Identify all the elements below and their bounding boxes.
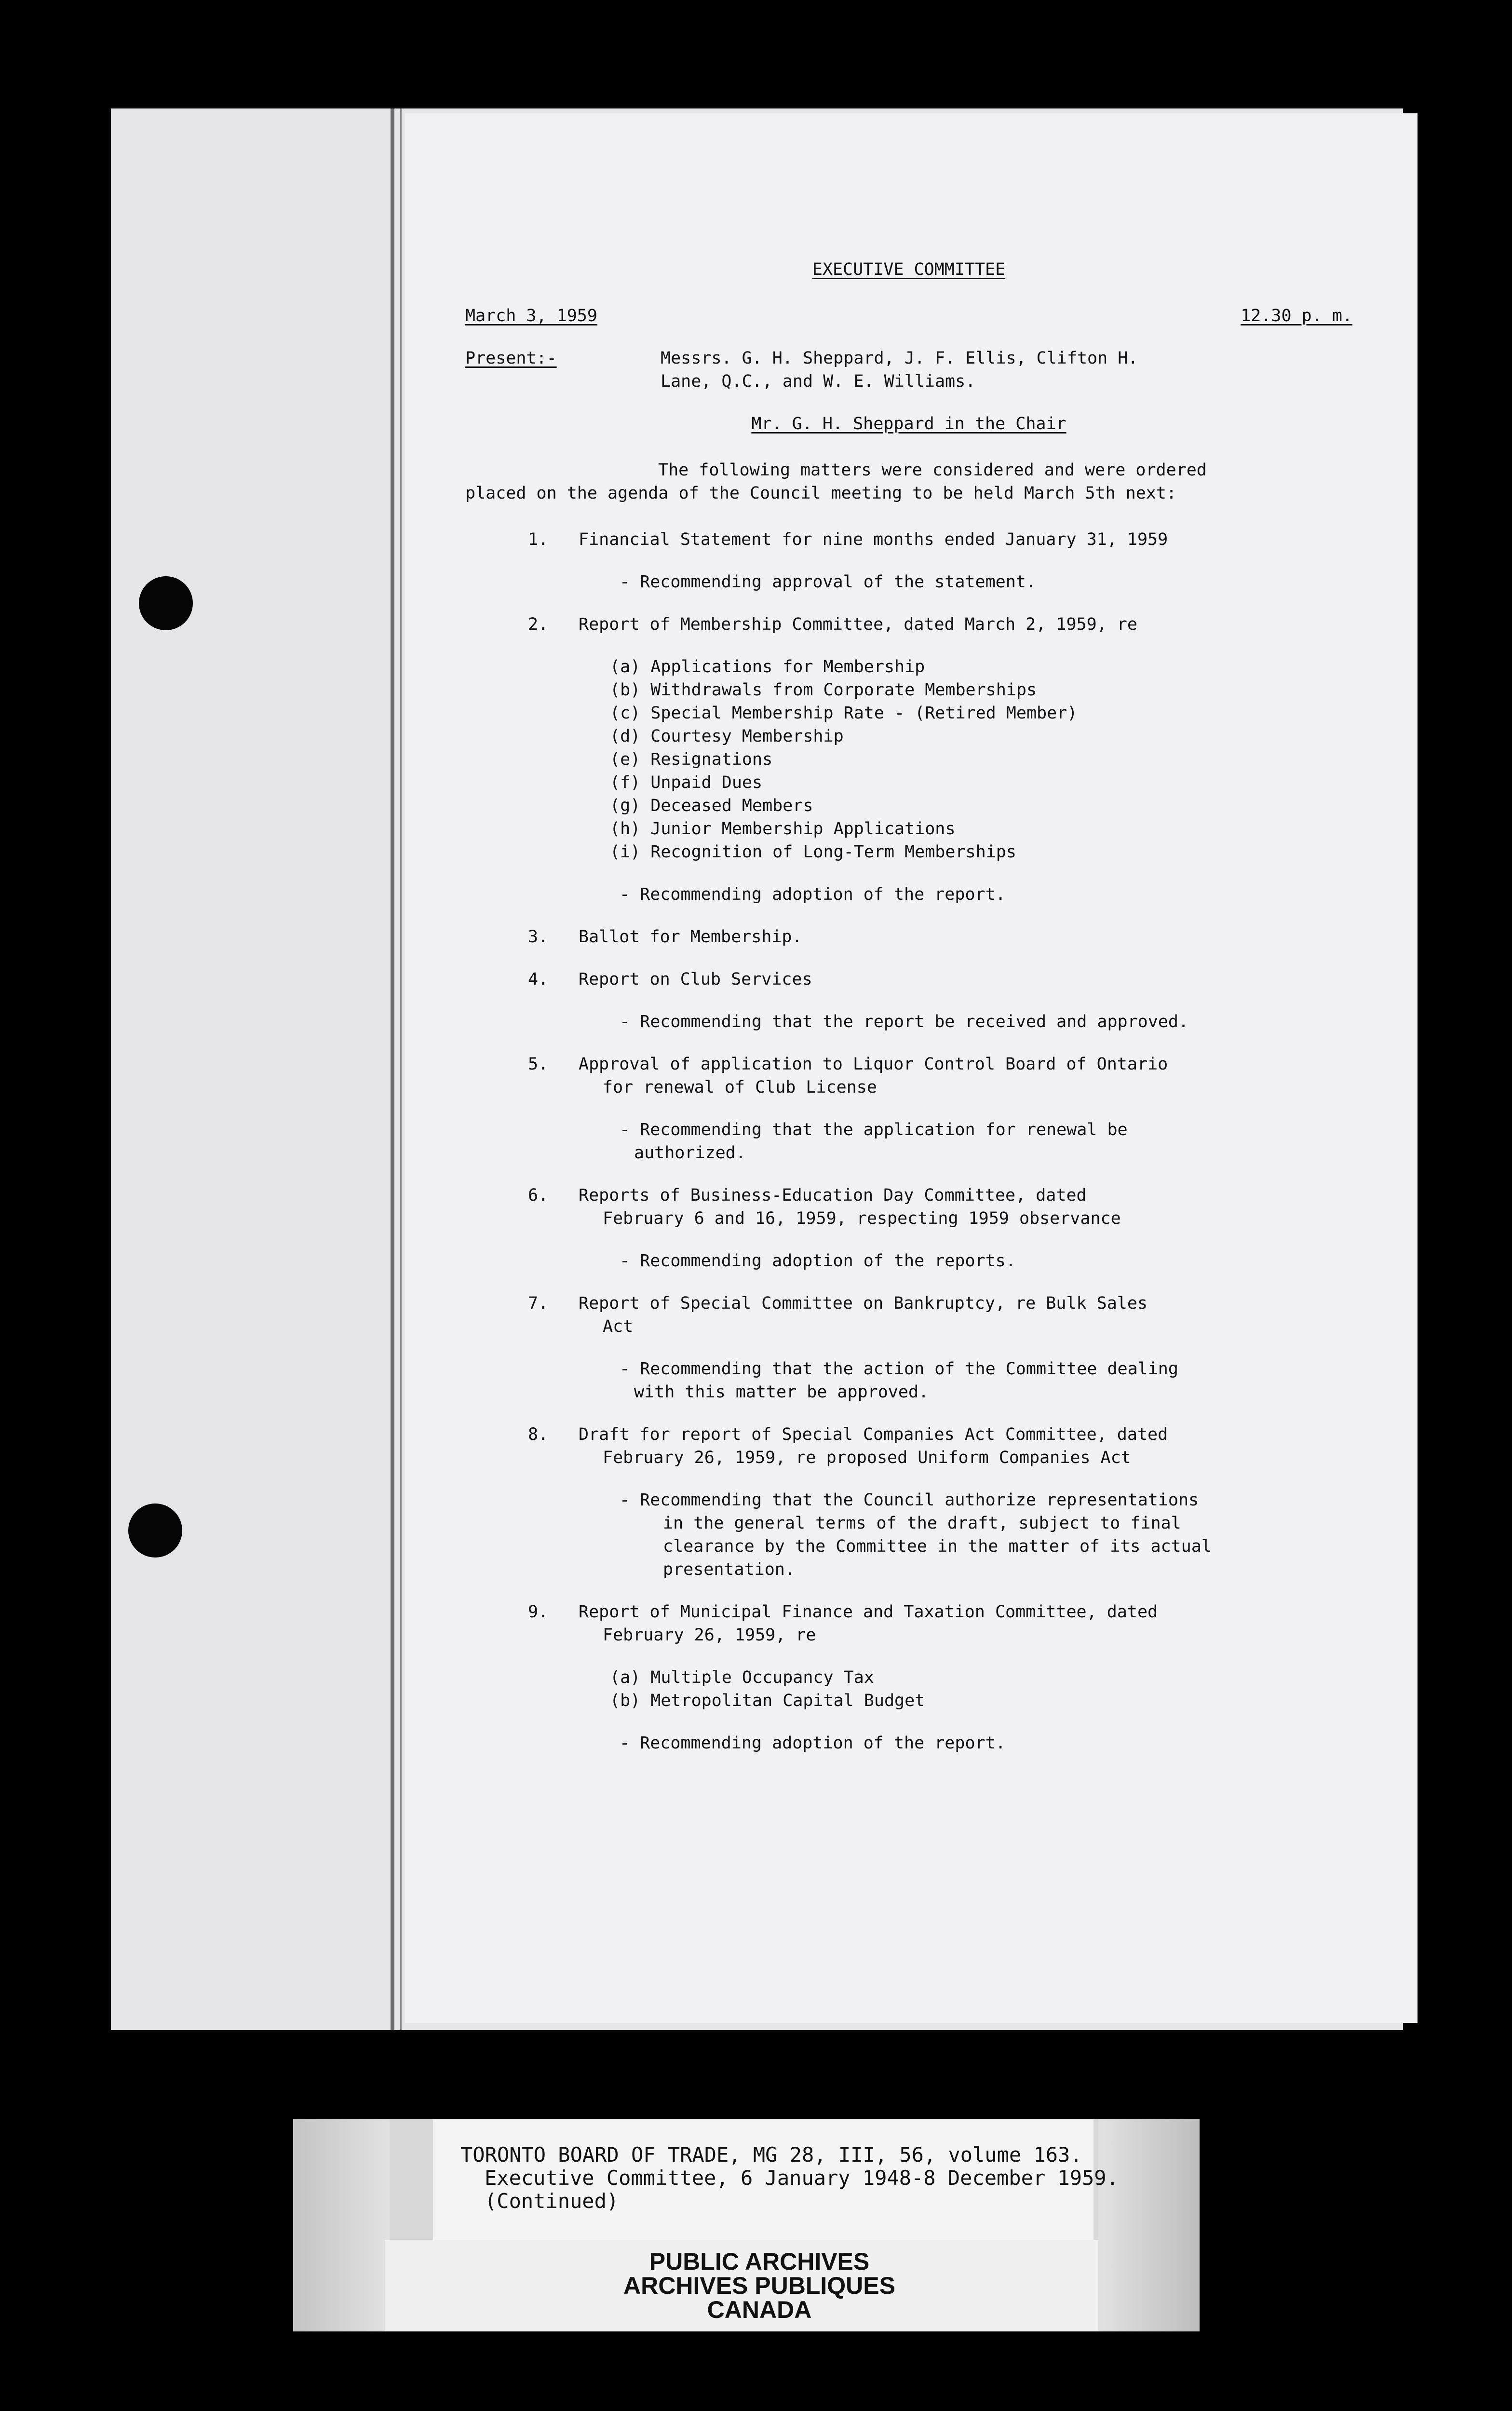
agenda-item-9 [465, 1600, 1352, 1624]
item-number: 3. [528, 927, 549, 947]
item-text: Approval of application to Liquor Control Board of Ontario [579, 1055, 1168, 1074]
chair-line: Mr. G. H. Sheppard in the Chair [751, 414, 1066, 433]
item-text-continued: February 6 and 16, 1959, respecting 1959 observance [603, 1209, 1121, 1228]
reference-line-3: (Continued) [485, 2189, 619, 2213]
item-text: Reports of Business-Education Day Committee, dated [579, 1186, 1087, 1205]
item-recommendation: - Recommending adoption of the report. [620, 885, 1006, 904]
sub-item: (f) Unpaid Dues [610, 773, 763, 792]
document-title: EXECUTIVE COMMITTEE [812, 260, 1006, 279]
item-number: 7. [528, 1294, 549, 1313]
item-recommendation: - Recommending that the Council authorize representations [620, 1490, 1199, 1510]
item-recommendation: - Recommending that the report be received and approved. [620, 1012, 1189, 1031]
minutes-document [465, 258, 1352, 1755]
stamp-line-1: PUBLIC ARCHIVES [649, 2248, 870, 2275]
sub-item: (b) Metropolitan Capital Budget [610, 1691, 925, 1710]
sub-item: (e) Resignations [610, 750, 773, 769]
sub-item: (c) Special Membership Rate - (Retired Member) [610, 704, 1078, 723]
punch-hole-bottom [128, 1503, 182, 1558]
date-row [465, 304, 1352, 327]
item-recommendation: - Recommending that the action of the Committee dealing [620, 1359, 1178, 1379]
reference-line-1: TORONTO BOARD OF TRADE, MG 28, III, 56, volume 163. [460, 2143, 1082, 2167]
agenda-item-1 [465, 528, 1352, 551]
meeting-date: March 3, 1959 [465, 306, 597, 325]
agenda-item-6 [465, 1184, 1352, 1207]
item-recommendation: - Recommending adoption of the report. [620, 1734, 1006, 1753]
label-edge-left [293, 2119, 390, 2331]
item-number: 6. [528, 1186, 549, 1205]
punch-hole-top [139, 576, 193, 630]
agenda-item-8 [465, 1423, 1352, 1446]
present-label: Present:- [465, 349, 557, 368]
margin-rule [391, 108, 394, 2030]
item-recommendation: - Recommending approval of the statement. [620, 572, 1036, 592]
sub-item: (i) Recognition of Long-Term Memberships [610, 842, 1016, 862]
intro-line-2: placed on the agenda of the Council meeting to be held March 5th next: [465, 484, 1177, 503]
archive-reference [460, 2143, 1119, 2213]
item-text-continued: February 26, 1959, re [603, 1625, 816, 1645]
sub-item: (d) Courtesy Membership [610, 727, 844, 746]
item-number: 5. [528, 1055, 549, 1074]
item-text-continued: for renewal of Club License [603, 1078, 877, 1097]
agenda-item-3 [465, 925, 1352, 948]
item-number: 9. [528, 1602, 549, 1622]
item-text: Report of Membership Committee, dated March 2, 1959, re [579, 615, 1137, 634]
stamp-line-2: ARCHIVES PUBLIQUES [623, 2272, 895, 2299]
reference-line-2: Executive Committee, 6 January 1948-8 December 1959. [485, 2166, 1119, 2190]
sub-item: (a) Applications for Membership [610, 657, 925, 677]
meeting-time: 12.30 p. m. [1241, 306, 1352, 325]
item-recommendation-continued: clearance by the Committee in the matter of its actual [663, 1537, 1212, 1556]
present-line-2: Lane, Q.C., and W. E. Williams. [661, 372, 976, 391]
item-recommendation-continued: authorized. [634, 1143, 746, 1163]
item-text-continued: February 26, 1959, re proposed Uniform Companies Act [603, 1448, 1131, 1467]
present-row [465, 347, 1352, 370]
present-line-1: Messrs. G. H. Sheppard, J. F. Ellis, Clifton H. [661, 349, 1138, 368]
intro-line-1: The following matters were considered and were ordered [658, 461, 1207, 480]
sub-item: (b) Withdrawals from Corporate Memberships [610, 680, 1037, 700]
agenda-item-4 [465, 968, 1352, 991]
margin-rule-inner [400, 108, 402, 2030]
item-recommendation-continued: in the general terms of the draft, subject to final [663, 1514, 1181, 1533]
sub-item: (g) Deceased Members [610, 796, 813, 815]
item-recommendation-continued: with this matter be approved. [634, 1382, 929, 1402]
item-text: Ballot for Membership. [579, 927, 802, 947]
agenda-item-5 [465, 1053, 1352, 1076]
item-number: 2. [528, 615, 549, 634]
agenda-item-2 [465, 613, 1352, 636]
agenda-item-7 [465, 1292, 1352, 1315]
item-recommendation: - Recommending that the application for renewal be [620, 1120, 1128, 1139]
archives-stamp [571, 2249, 947, 2322]
item-text-continued: Act [603, 1317, 634, 1336]
item-number: 1. [528, 530, 549, 549]
item-recommendation: - Recommending adoption of the reports. [620, 1251, 1016, 1271]
item-number: 4. [528, 970, 549, 989]
item-text: Report of Special Committee on Bankruptcy, re Bulk Sales [579, 1294, 1148, 1313]
stamp-line-3: CANADA [707, 2296, 812, 2323]
item-text: Report of Municipal Finance and Taxation Committee, dated [579, 1602, 1158, 1622]
item-text: Report on Club Services [579, 970, 812, 989]
sub-item: (h) Junior Membership Applications [610, 819, 956, 839]
item-recommendation-continued: presentation. [663, 1560, 795, 1579]
item-text: Draft for report of Special Companies Act Committee, dated [579, 1425, 1168, 1444]
item-text: Financial Statement for nine months ended January 31, 1959 [579, 530, 1168, 549]
sub-item: (a) Multiple Occupancy Tax [610, 1668, 874, 1687]
item-number: 8. [528, 1425, 549, 1444]
